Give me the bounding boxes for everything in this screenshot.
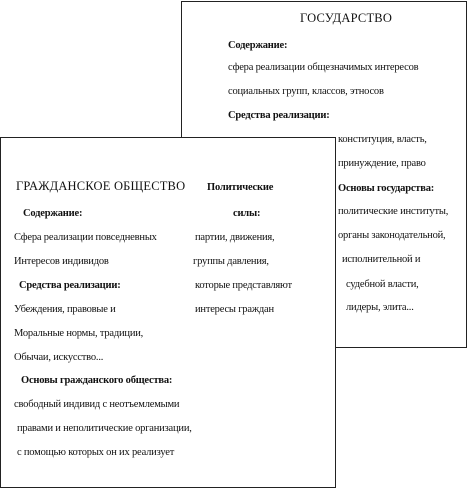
civil-means-line: Обычаи, искусство...	[14, 352, 104, 363]
civil-society-box	[0, 137, 336, 488]
political-line: группы давления,	[193, 256, 269, 267]
civil-means-line: Убеждения, правовые и	[14, 304, 116, 315]
political-title-sub: силы:	[233, 208, 261, 219]
civil-content-line: Сфера реализации повседневных	[14, 232, 157, 243]
civil-foundations-label: Основы гражданского общества:	[21, 375, 173, 386]
political-title: Политические	[207, 182, 274, 193]
civil-content-label: Содержание:	[23, 208, 83, 219]
state-means-label: Средства реализации:	[228, 110, 330, 121]
state-foundations-line: лидеры, элита...	[346, 302, 414, 313]
state-foundations-line: исполнительной и	[342, 254, 421, 265]
state-means-line: принуждение, право	[338, 158, 426, 169]
state-content-label: Содержание:	[228, 40, 288, 51]
state-foundations-line: политические институты,	[338, 206, 449, 217]
civil-content-line: Интересов индивидов	[14, 256, 109, 267]
state-foundations-line: органы законодательной,	[338, 230, 446, 241]
civil-foundations-line: с помощью которых он их реализует	[17, 447, 175, 458]
state-means-line: конституция, власть,	[338, 134, 427, 145]
state-foundations-label: Основы государства:	[338, 183, 435, 194]
civil-means-line: Моральные нормы, традиции,	[14, 328, 144, 339]
state-content-line: социальных групп, классов, этносов	[228, 86, 384, 97]
civil-foundations-line: правами и неполитические организации,	[17, 423, 192, 434]
state-title: ГОСУДАРСТВО	[300, 11, 393, 25]
political-line: партии, движения,	[195, 232, 275, 243]
civil-title: ГРАЖДАНСКОЕ ОБЩЕСТВО	[16, 179, 186, 193]
civil-foundations-line: свободный индивид с неотъемлемыми	[14, 399, 180, 410]
state-foundations-line: судебной власти,	[346, 279, 419, 290]
civil-means-label: Средства реализации:	[19, 280, 121, 291]
political-line: интересы граждан	[195, 304, 274, 315]
state-content-line: сфера реализации общезначимых интересов	[228, 62, 419, 73]
political-line: которые представляют	[195, 280, 292, 291]
